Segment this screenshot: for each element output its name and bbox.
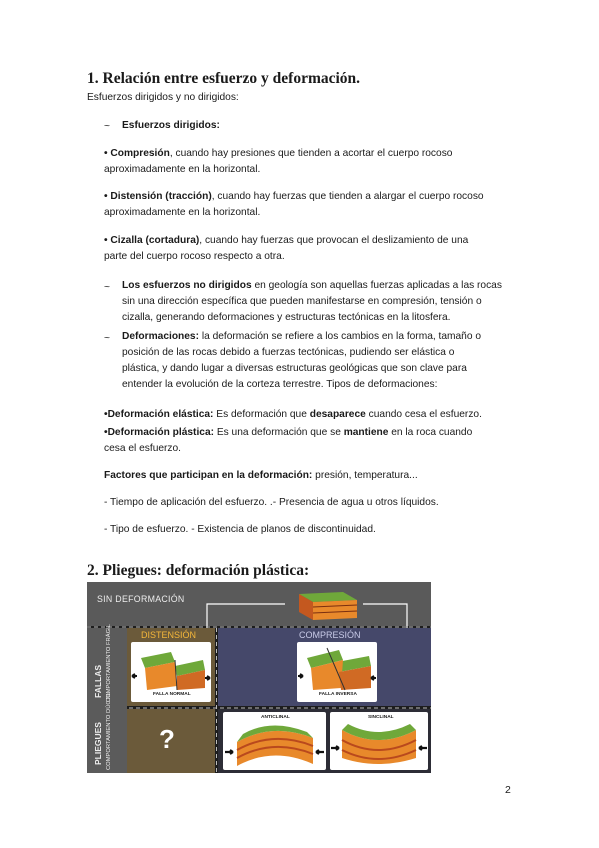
fallas-label: FALLAS — [93, 664, 103, 698]
tilde-bullet: ~ — [104, 121, 110, 132]
pliegues-label: PLIEGUES — [93, 722, 103, 765]
no-dirigidos-line2: sin una dirección específica que pueden manifestarse en compresión, tensión o — [122, 296, 482, 307]
compresion-term: • Compresión — [104, 148, 170, 159]
cizalla-text: , cuando hay fuerzas que provocan el deslizamiento de una — [199, 235, 469, 246]
deformaciones-term: Deformaciones: — [122, 331, 199, 342]
deformation-diagram — [87, 582, 431, 773]
no-dirigidos-text: en geología son aquellas fuerzas aplicadas a las rocas — [251, 280, 502, 291]
deformaciones-line4: entender la evolución de la corteza terrestre. Tipos de deformaciones: — [122, 379, 438, 390]
falla-inversa-image — [297, 642, 377, 694]
sinclinal-label: SINCLINAL — [368, 715, 394, 720]
comp-ductil-label: COMPORTAMIENTO DÚCTIL — [106, 692, 112, 770]
compresion-text: , cuando hay presiones que tienden a acortar el cuerpo rocoso — [169, 148, 453, 159]
page-number: 2 — [505, 784, 511, 796]
sin-deformacion-label: SIN DEFORMACIÓN — [97, 594, 185, 604]
distension-paragraph — [104, 189, 484, 221]
compresion-title: COMPRESIÓN — [299, 630, 361, 640]
deformaciones-paragraph — [122, 329, 481, 393]
factor-line-1: - Tiempo de aplicación del esfuerzo. .- Presencia de agua u otros líquidos. — [104, 497, 439, 508]
falla-normal-card — [131, 642, 211, 702]
plastica-text1: Es una deformación que se — [214, 427, 344, 438]
deformaciones-text: la deformación se refiere a los cambios en la forma, tamaño o — [199, 331, 481, 342]
plastica-paragraph — [104, 425, 472, 457]
plastica-keyword: mantiene — [343, 427, 389, 438]
cizalla-line2: parte del cuerpo rocoso respecto a otra. — [104, 251, 285, 262]
elastica-text1: Es deformación que — [213, 409, 310, 420]
elastica-paragraph — [104, 407, 482, 423]
sinclinal-image — [330, 712, 428, 770]
cizalla-paragraph — [104, 233, 468, 265]
anticlinal-image — [223, 712, 326, 770]
plastica-term: •Deformación plástica: — [104, 427, 214, 438]
factores-paragraph — [104, 468, 418, 484]
falla-inversa-card — [297, 642, 377, 702]
elastica-term: •Deformación elástica: — [104, 409, 214, 420]
cizalla-term: • Cizalla (cortadura) — [104, 235, 200, 246]
factor-line-2: - Tipo de esfuerzo. - Existencia de planos de discontinuidad. — [104, 524, 376, 535]
anticlinal-label: ANTICLINAL — [261, 715, 290, 720]
compresion-paragraph — [104, 146, 452, 178]
factores-term: Factores que participan en la deformación: — [104, 470, 313, 481]
plastica-line2: cesa el esfuerzo. — [104, 443, 182, 454]
no-dirigidos-line3: cizalla, generando deformaciones y estructuras tectónicas en la litosfera. — [122, 312, 451, 323]
dirigidos-title: Esfuerzos dirigidos: — [122, 120, 220, 131]
distension-term: • Distensión (tracción) — [104, 191, 212, 202]
falla-normal-label: FALLA NORMAL — [153, 692, 191, 697]
tilde-bullet: ~ — [104, 282, 110, 293]
elastica-keyword: desaparece — [309, 409, 366, 420]
deformaciones-line3: plástica, y dando lugar a diversas estructuras geológicas que son clave para — [122, 363, 467, 374]
distension-text: , cuando hay fuerzas que tienden a alargar el cuerpo rocoso — [211, 191, 484, 202]
distension-title: DISTENSIÓN — [141, 630, 197, 640]
subheading: Esfuerzos dirigidos y no dirigidos: — [87, 92, 239, 103]
no-dirigidos-term: Los esfuerzos no dirigidos — [122, 280, 252, 291]
no-dirigidos-paragraph — [122, 278, 502, 326]
compresion-line2: aproximadamente en la horizontal. — [104, 164, 261, 175]
sinclinal-card — [330, 712, 428, 770]
falla-normal-image — [131, 642, 211, 694]
falla-inversa-label: FALLA INVERSA — [319, 692, 357, 697]
anticlinal-card — [223, 712, 326, 770]
section-heading-1: 1. Relación entre esfuerzo y deformación. — [87, 70, 361, 87]
tilde-bullet: ~ — [104, 333, 110, 344]
factores-text: presión, temperatura... — [312, 470, 418, 481]
section-heading-2: 2. Pliegues: deformación plástica: — [87, 562, 310, 579]
comp-fragil-label: COMPORTAMIENTO FRÁGIL — [106, 624, 112, 702]
question-mark: ? — [159, 724, 175, 754]
plastica-text2: en la roca cuando — [388, 427, 473, 438]
distension-line2: aproximadamente en la horizontal. — [104, 207, 261, 218]
deformaciones-line2: posición de las rocas debido a fuerzas tectónicas, pudiendo ser elástica o — [122, 347, 455, 358]
elastica-text2: cuando cesa el esfuerzo. — [365, 409, 482, 420]
